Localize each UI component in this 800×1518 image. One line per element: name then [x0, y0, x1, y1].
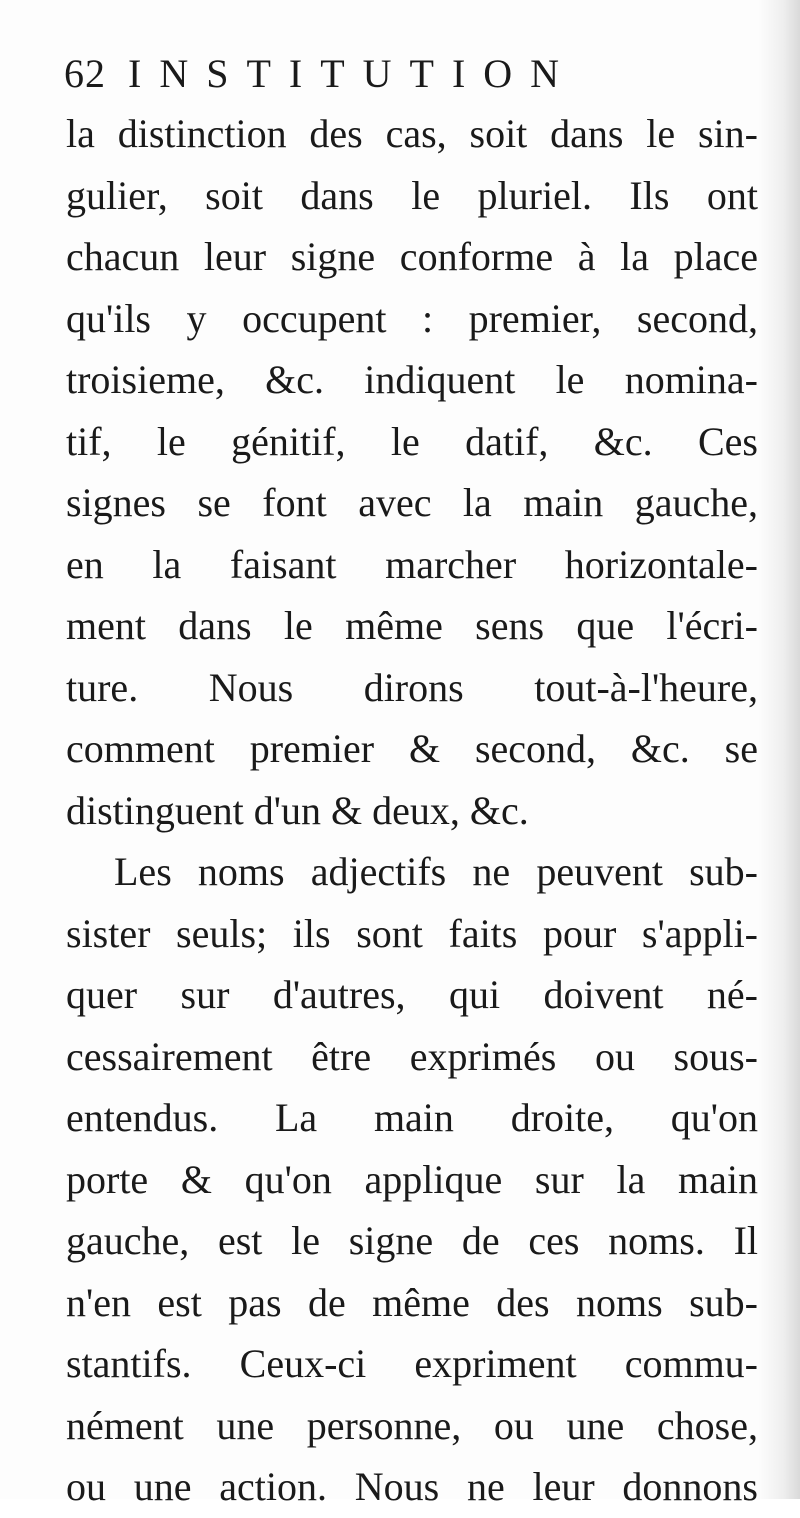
text-line: ment dans le même sens que l'écri- [66, 603, 758, 648]
text-line: signes se font avec la main gauche, [66, 480, 758, 525]
text-line: Les noms adjectifs ne peuvent sub- [114, 849, 758, 894]
text-line: stantifs. Ceux-ci expriment commu- [66, 1341, 758, 1386]
text-line: en la faisant marcher horizontale- [66, 541, 758, 587]
text-line: nément une personne, ou une chose, [66, 1402, 758, 1448]
text-line: quer sur d'autres, qui doivent né- [66, 972, 758, 1017]
text-line: entendus. La main droite, qu'on [66, 1095, 758, 1140]
text-line: troisieme, &c. indiquent le nomina- [66, 357, 758, 402]
text-line: comment premier & second, &c. se [66, 726, 758, 771]
text-line: ou une action. Nous ne leur donnons [66, 1464, 758, 1509]
page-header [64, 46, 577, 102]
text-line: n'en est pas de même des noms sub- [66, 1279, 758, 1325]
text-line: distinguent d'un & deux, &c. [66, 787, 529, 833]
text-line: tif, le génitif, le datif, &c. Ces [66, 418, 758, 464]
running-title: INSTITUTION [128, 51, 578, 96]
text-line: gulier, soit dans le pluriel. Ils ont [66, 172, 758, 218]
text-line: chacun leur signe conforme à la place [66, 234, 758, 279]
text-line: gauche, est le signe de ces noms. Il [66, 1218, 758, 1263]
page-edge-shadow [758, 0, 800, 1499]
text-line: sister seuls; ils sont faits pour s'appli- [66, 910, 758, 956]
text-line: porte & qu'on applique sur la main [66, 1156, 758, 1202]
text-line: qu'ils y occupent : premier, second, [66, 295, 758, 341]
text-line: ture. Nous dirons tout-à-l'heure, [66, 664, 758, 710]
body-text [66, 103, 758, 1518]
text-line: cessairement être exprimés ou sous- [66, 1033, 758, 1079]
page-number: 62 [64, 51, 106, 96]
text-line: la distinction des cas, soit dans le sin- [66, 111, 758, 156]
